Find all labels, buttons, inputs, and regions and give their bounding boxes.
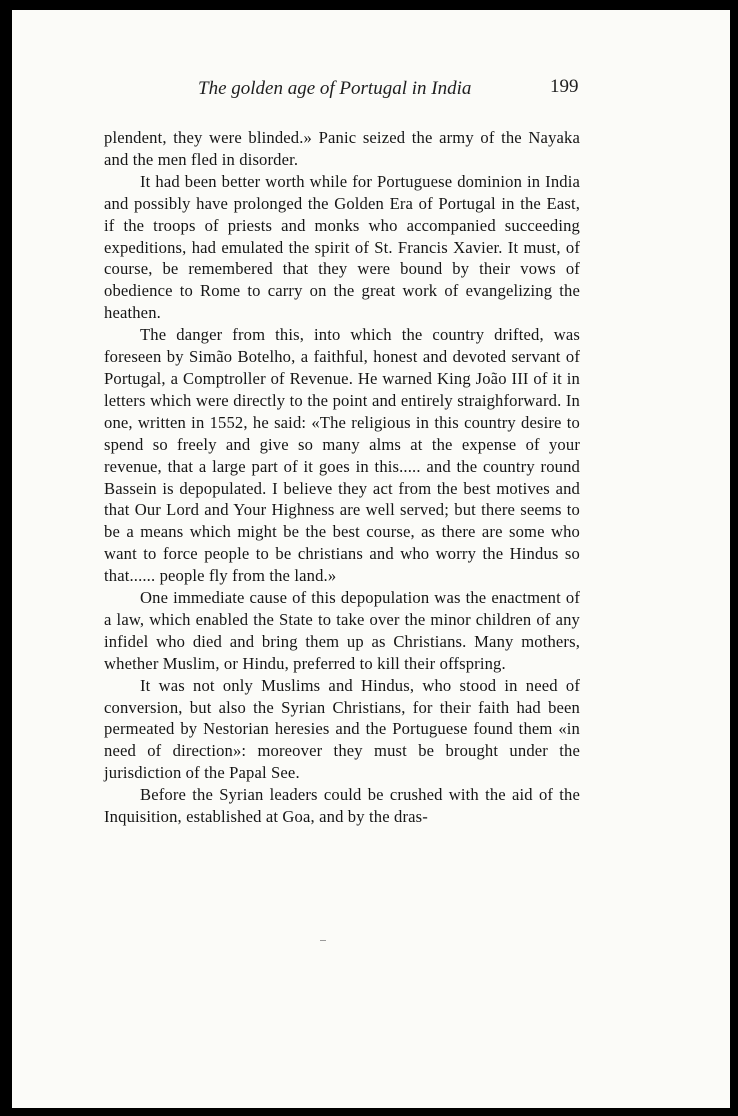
- paragraph: It was not only Muslims and Hindus, who stood in need of conversion, but also the Syrian Christians, for their faith had been permeated by Nestorian heresies and the Portuguese found them «in need of direction»: moreover they must be brought under the jurisdiction of the Papal See.: [104, 675, 580, 783]
- page-number: 199: [550, 76, 579, 97]
- paragraph: Before the Syrian leaders could be crushed with the aid of the Inquisition, established at Goa, and by the dras-: [104, 785, 580, 827]
- paragraph: It had been better worth while for Portuguese dominion in India and possibly have prolonged the Golden Era of Portugal in the East, if the troops of priests and monks who accompanied succeeding expeditions, had emulated the spirit of St. Francis Xavier. It must, of course, be remembered that they were bound by their vows of obedience to Rome to carry on the great work of evangelizing the heathen.: [104, 171, 580, 323]
- body-text: [104, 127, 580, 828]
- paragraph: The danger from this, into which the country drifted, was foreseen by Simão Botelho, a faithful, honest and devoted servant of Portugal, a Comptroller of Revenue. He warned King João III of it in letters which were directly to the point and entirely straighforward. In one, written in 1552, he said: «The religious in this country desire to spend so freely and give so many alms at the expense of your revenue, that a large part of it goes in this..... and the country round Bassein is depopulated. I believe they act from the best motives and that Our Lord and Your Highness are well served; but there seems to be a means which might be the best course, as there are some who want to force people to be christians and who worry the Hindus so that...... people fly from the land.»: [104, 325, 580, 586]
- paragraph: One immediate cause of this depopulation was the enactment of a law, which enabled the State to take over the minor children of any infidel who died and bring them up as Christians. Many mothers, whether Muslim, or Hindu, preferred to kill their offspring.: [104, 588, 580, 673]
- page-header: [12, 76, 730, 106]
- footer-mark: [320, 940, 326, 941]
- running-title: The golden age of Portugal in India: [198, 78, 472, 99]
- paragraph-continued: plendent, they were blinded.» Panic seized the army of the Nayaka and the men fled in disorder.: [104, 128, 580, 169]
- book-page: [12, 10, 730, 1108]
